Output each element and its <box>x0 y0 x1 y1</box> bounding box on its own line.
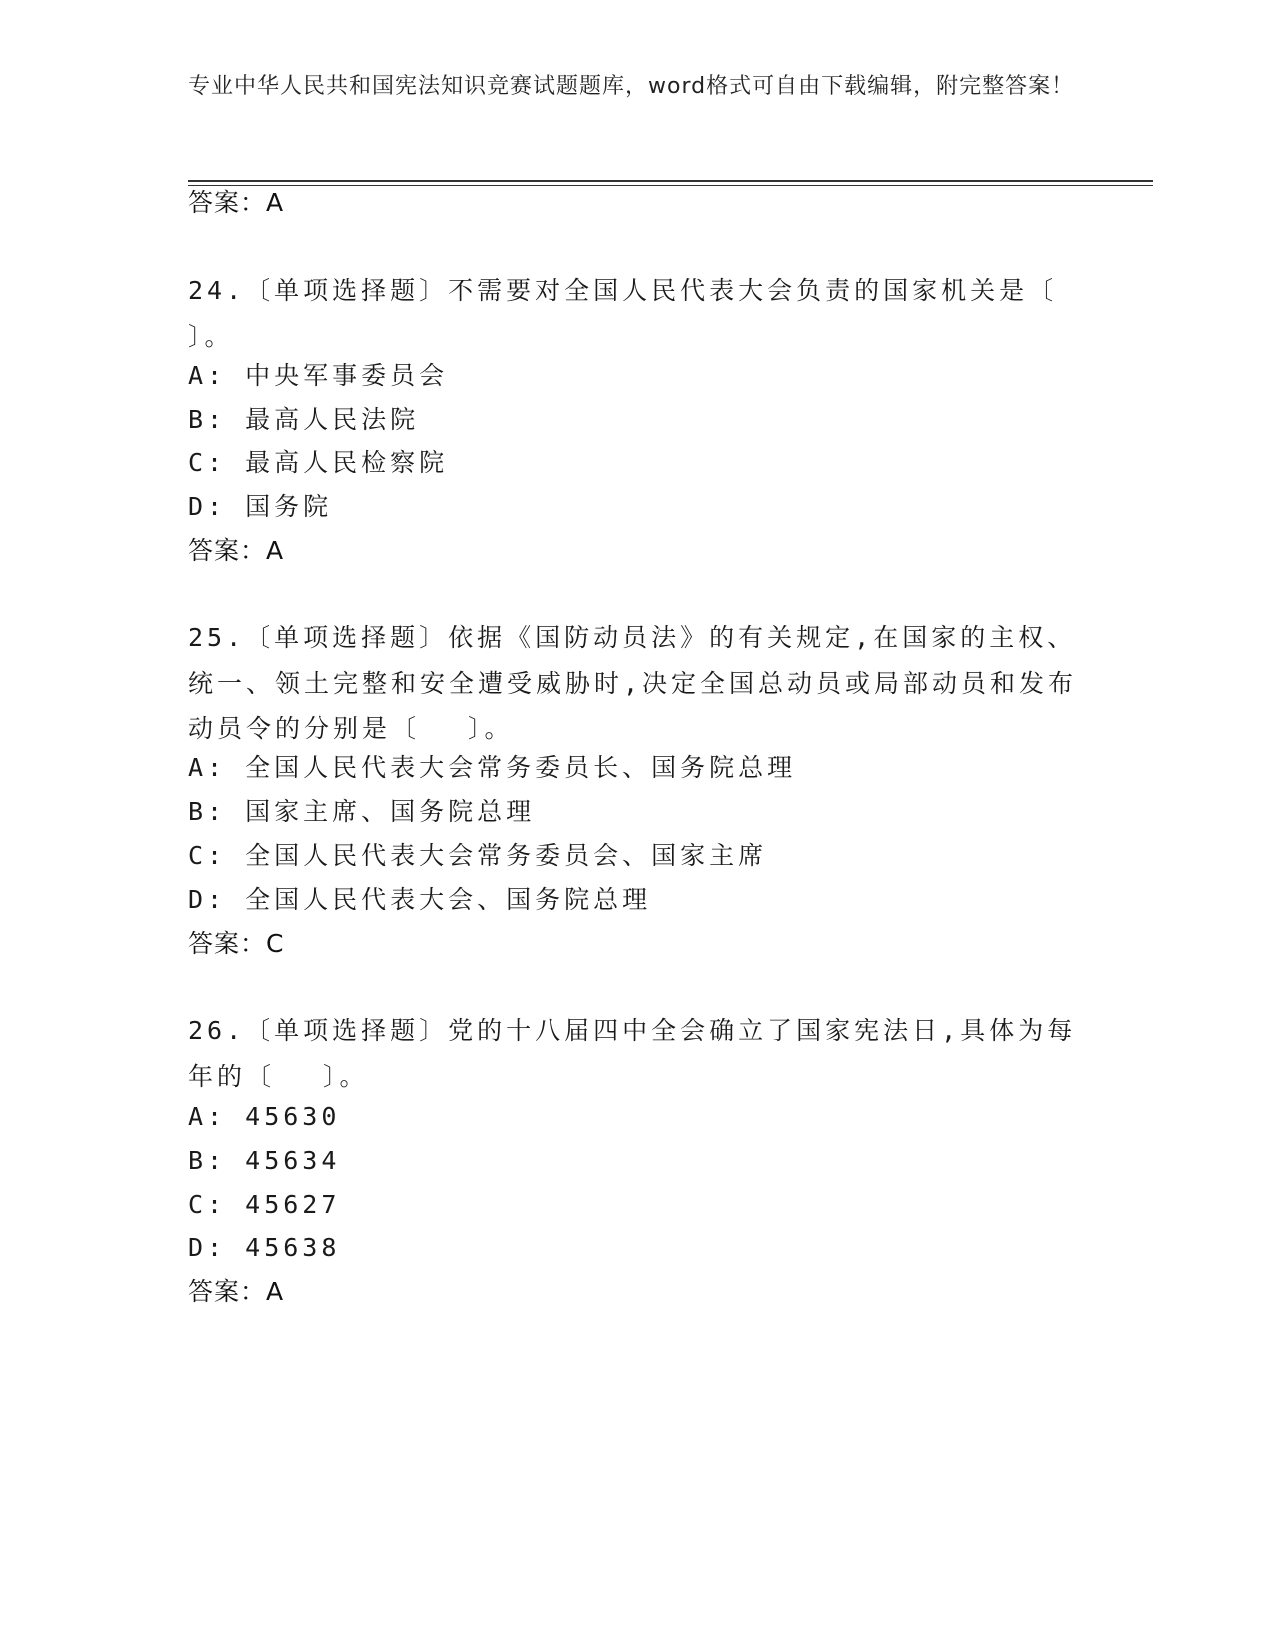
question-25: 25.〔单项选择题〕依据《国防动员法》的有关规定,在国家的主权、统一、领土完整和安全遭受威胁时,决定全国总动员或局部动员和发布动员令的分别是〔 〕。 <box>188 623 1078 743</box>
question-26: 26.〔单项选择题〕党的十八届四中全会确立了国家宪法日,具体为每年的〔 〕。 <box>188 1016 1077 1091</box>
option-24-c: C: 最高人民检察院 <box>188 448 449 477</box>
header-rule <box>188 180 1153 182</box>
option-25-b: B: 国家主席、国务院总理 <box>188 797 536 826</box>
option-25-c: C: 全国人民代表大会常务委员会、国家主席 <box>188 841 768 870</box>
question-24: 24.〔单项选择题〕不需要对全国人民代表大会负责的国家机关是〔 〕。 <box>188 276 1058 351</box>
option-26-d: D: 45638 <box>188 1233 341 1262</box>
page-header: 专业中华人民共和国宪法知识竞赛试题题库，word格式可自由下载编辑，附完整答案！ <box>188 74 1075 99</box>
option-24-d: D: 国务院 <box>188 492 333 521</box>
header-rule-thin <box>188 185 1153 186</box>
answer-25: 答案：C <box>188 929 285 958</box>
option-24-a: A: 中央军事委员会 <box>188 361 449 390</box>
option-26-c: C: 45627 <box>188 1190 341 1219</box>
option-25-d: D: 全国人民代表大会、国务院总理 <box>188 885 652 914</box>
option-26-b: B: 45634 <box>188 1146 341 1175</box>
option-25-a: A: 全国人民代表大会常务委员长、国务院总理 <box>188 753 797 782</box>
option-26-a: A: 45630 <box>188 1102 341 1131</box>
answer-24: 答案：A <box>188 536 285 565</box>
answer-26: 答案：A <box>188 1277 285 1306</box>
answer-prev: 答案：A <box>188 188 285 217</box>
option-24-b: B: 最高人民法院 <box>188 405 420 434</box>
